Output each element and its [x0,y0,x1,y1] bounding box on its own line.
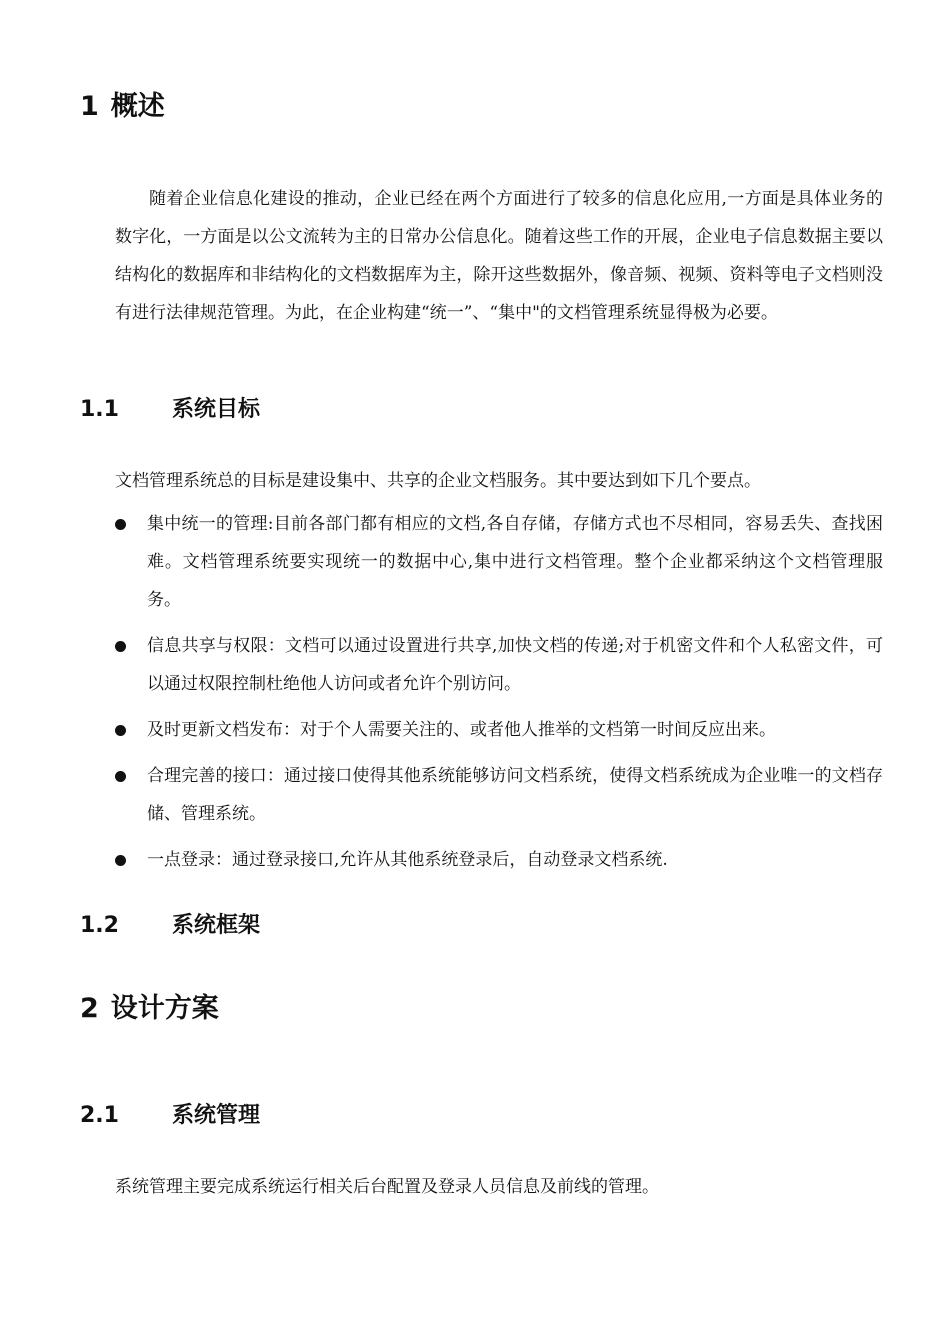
bullet-dot-icon [115,519,126,530]
list-item [0,711,950,749]
heading-section-1-1 [80,395,260,425]
heading-section-1 [80,90,165,124]
section-number: 1 [80,91,99,122]
system-management-text: 系统管理主要完成系统运行相关后台配置及登录人员信息及前线的管理。 [115,1177,659,1197]
list-item-text: 信息共享与权限：文档可以通过设置进行共享,加快文档的传递;对于机密文件和个人私密文件，可以通过权限控制杜绝他人访问或者允许个别访问。 [147,636,883,694]
list-item-text: 合理完善的接口：通过接口使得其他系统能够访问文档系统，使得文档系统成为企业唯一的文档存储、管理系统。 [147,766,883,824]
bullet-dot-icon [115,725,126,736]
section-title: 设计方案 [110,993,219,1024]
section-number: 1.2 [80,913,119,938]
section-title: 系统管理 [172,1103,261,1128]
list-item-text: 及时更新文档发布：对于个人需要关注的、或者他人推举的文档第一时间反应出来。 [147,720,776,740]
list-item-text: 一点登录：通过登录接口,允许从其他系统登录后，自动登录文档系统. [147,850,668,870]
bullet-dot-icon [115,771,126,782]
list-item [0,841,950,879]
bullet-dot-icon [115,855,126,866]
bullet-dot-icon [115,641,126,652]
section-number: 1.1 [80,397,119,422]
list-item [0,757,950,833]
section-number: 2.1 [80,1103,119,1128]
section-number: 2 [80,993,99,1024]
section-title: 系统框架 [172,913,261,938]
list-item [0,627,950,703]
overview-paragraph: 随着企业信息化建设的推动，企业已经在两个方面进行了较多的信息化应用,一方面是具体业务的数字化，一方面是以公文流转为主的日常办公信息化。随着这些工作的开展，企业电子信息数据主要以结构化的数据库和非结构化的文档数据库为主，除开这些数据外，像音频、视频、资料等电子文档则没有进行法律规范管理。为此，在企业构建“统一”、“集中"的文档管理系统显得极为必要。 [115,189,883,323]
heading-section-2 [80,992,219,1026]
heading-section-2-1 [80,1101,260,1131]
goal-points-list [0,505,950,887]
section-title: 概述 [110,91,165,122]
list-item-text: 集中统一的管理:目前各部门都有相应的文档,各自存储，存储方式也不尽相同，容易丢失、查找困难。文档管理系统要实现统一的数据中心,集中进行文档管理。整个企业都采纳这个文档管理服务。 [147,514,883,610]
list-item [0,505,950,619]
heading-section-1-2 [80,911,260,941]
section-title: 系统目标 [172,397,261,422]
goal-intro-text: 文档管理系统总的目标是建设集中、共享的企业文档服务。其中要达到如下几个要点。 [115,471,761,491]
